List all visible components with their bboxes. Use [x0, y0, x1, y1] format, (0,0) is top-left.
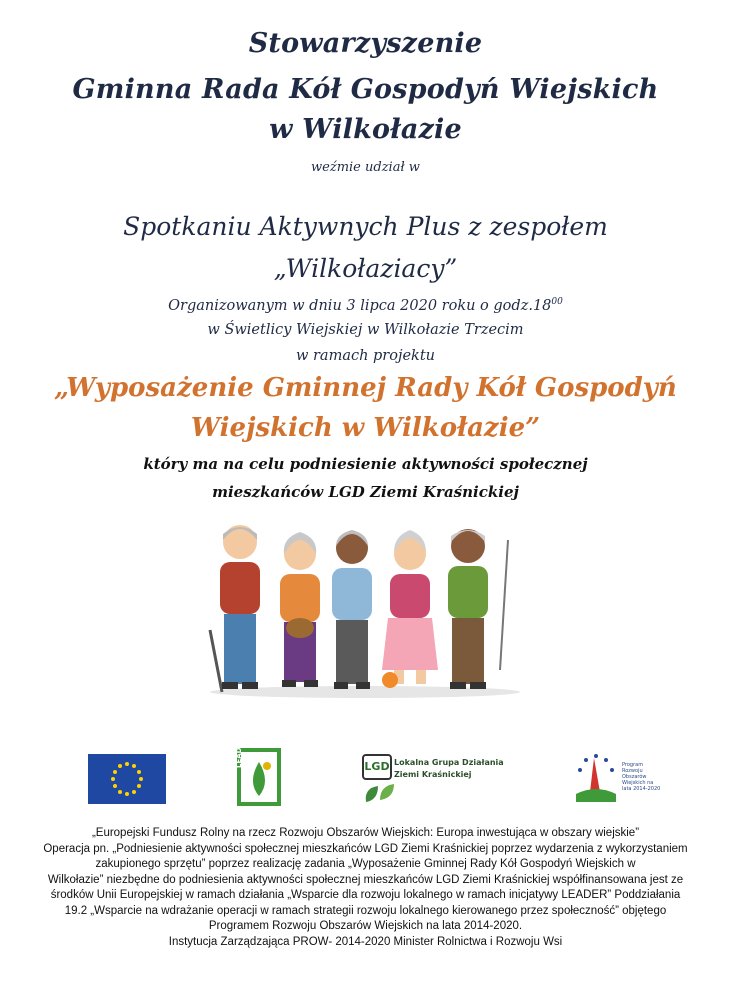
lgd-abbr: LGD — [362, 754, 392, 780]
org-name-line2: Gminna Rada Kół Gospodyń Wiejskich — [72, 74, 659, 105]
prow-logo — [570, 748, 660, 806]
footer-line-6: 19.2 „Wsparcie na wdrażanie operacji w ramach strategii rozwoju lokalnego kierowanego przez społeczność” objętego — [64, 904, 667, 917]
leader-logo — [235, 737, 281, 806]
senior-woman-basket — [280, 532, 320, 687]
org-name-line3: w Wilkołazie — [269, 114, 462, 145]
footer-line-2: Operacja pn. „Podniesienie aktywności społecznej mieszkańców LGD Ziemi Kraśnickiej poprzez wydarzenia z wykorzystaniem — [43, 842, 688, 855]
lgd-name-line1: Lokalna Grupa Działania — [394, 758, 504, 767]
eu-stars-icon — [88, 754, 166, 804]
project-intro-line: w ramach projektu — [295, 348, 436, 364]
senior-man-cane — [210, 525, 260, 692]
footer-line-4: Wilkołazie” niezbędne do podniesienia aktywności społecznej mieszkańców LGD Ziemi Kraśnickiej współfinansowana jest ze — [47, 873, 684, 886]
footer-line-7: Programem Rozwoju Obszarów Wiejskich na lata 2014-2020. — [208, 920, 523, 932]
prow-text: Program Rozwoju Obszarów Wiejskich na lata 2014-2020 — [622, 762, 661, 792]
footer-line-8: Instytucja Zarządzająca PROW- 2014-2020 Minister Rolnictwa i Rozwoju Wsi — [168, 935, 563, 948]
seniors-illustration — [200, 520, 530, 700]
leader-leaf-icon — [241, 752, 277, 802]
senior-man-fishing — [448, 529, 508, 689]
funding-notice — [40, 826, 691, 950]
senior-woman-dark — [332, 530, 372, 689]
project-title-line2: Wiejskich w Wilkołazie” — [190, 413, 541, 443]
event-place-line: w Świetlicy Wiejskiej w Wilkołazie Trzecim — [207, 322, 524, 338]
org-name-line1: Stowarzyszenie — [248, 28, 483, 59]
participation-line: weźmie udział w — [311, 160, 420, 175]
project-goal-line2: mieszkańców LGD Ziemi Kraśnickiej — [212, 483, 519, 501]
lgd-leaves-icon — [362, 780, 396, 806]
event-title-line1: Spotkaniu Aktywnych Plus z zespołem — [123, 212, 608, 241]
footer-line-1: „Europejski Fundusz Rolny na rzecz Rozwoju Obszarów Wiejskich: Europa inwestująca w obszary wiejskie” — [91, 827, 640, 839]
footer-line-5: środków Unii Europejskiej w ramach działania „Wsparcie dla rozwoju lokalnego w ramach inicjatywy LEADER” Poddziałania — [50, 889, 681, 901]
lgd-logo — [362, 750, 512, 806]
lgd-name-line2: Ziemi Kraśnickiej — [394, 770, 472, 779]
event-title-line2: „Wilkołaziacy” — [273, 254, 458, 283]
event-date-line: Organizowanym w dniu 3 lipca 2020 roku o $godz.18^{00}$ — [168, 297, 563, 314]
leader-label: LEADER — [235, 737, 243, 768]
funding-logos — [0, 737, 731, 808]
project-goal-line1: który ma na celu podniesienie aktywności społecznej — [143, 455, 588, 473]
eu-flag-logo — [88, 754, 166, 804]
senior-woman-cat — [382, 530, 438, 688]
footer-line-3: zakupionego sprzętu” poprzez realizację zadania „Wyposażenie Gminnej Rady Kół Gospodyń Wiejskich w — [95, 858, 636, 870]
project-title-line1: „Wyposażenie Gminnej Rady Kół Gospodyń — [54, 373, 677, 403]
prow-stars-icon — [570, 748, 622, 806]
